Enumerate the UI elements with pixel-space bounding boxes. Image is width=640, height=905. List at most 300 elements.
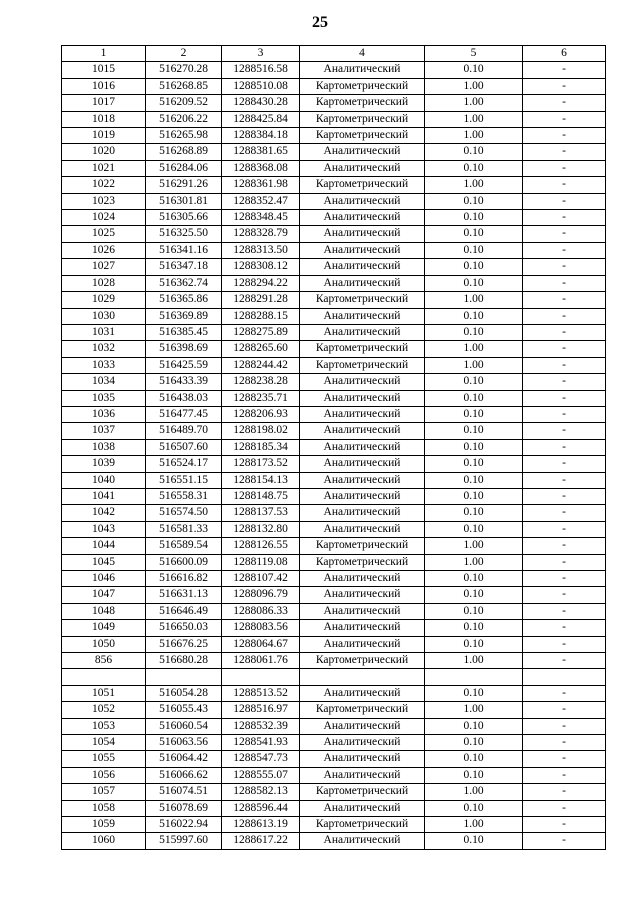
cell-point-number: 1057 xyxy=(62,784,146,800)
cell-coord-x: 516055.43 xyxy=(146,702,222,718)
table-row xyxy=(62,554,606,570)
cell-accuracy: 1.00 xyxy=(425,817,523,833)
cell-coord-x: 516425.59 xyxy=(146,357,222,373)
table-row xyxy=(62,653,606,669)
cell-accuracy: 1.00 xyxy=(425,95,523,111)
cell-coord-y: 1288148.75 xyxy=(222,488,300,504)
cell-coord-x: 516365.86 xyxy=(146,292,222,308)
cell-accuracy: 0.10 xyxy=(425,488,523,504)
cell-coord-y: 1288328.79 xyxy=(222,226,300,242)
cell-note: - xyxy=(523,242,606,258)
cell-note: - xyxy=(523,144,606,160)
cell-coord-x: 516268.89 xyxy=(146,144,222,160)
cell-note: - xyxy=(523,603,606,619)
cell-coord-x: 516206.22 xyxy=(146,111,222,127)
cell-note: - xyxy=(523,160,606,176)
table-row xyxy=(62,472,606,488)
cell-coord-x: 516369.89 xyxy=(146,308,222,324)
cell-accuracy: 0.10 xyxy=(425,242,523,258)
table-row xyxy=(62,571,606,587)
table-body xyxy=(62,62,606,849)
cell-point-number: 1048 xyxy=(62,603,146,619)
cell-accuracy: 0.10 xyxy=(425,406,523,422)
cell-coord-x: 516022.94 xyxy=(146,817,222,833)
cell-method: Аналитический xyxy=(300,374,425,390)
table-row xyxy=(62,324,606,340)
cell-coord-x: 516558.31 xyxy=(146,488,222,504)
table-row xyxy=(62,78,606,94)
cell-note: - xyxy=(523,324,606,340)
cell-point-number: 1053 xyxy=(62,718,146,734)
table-row xyxy=(62,144,606,160)
cell-coord-x: 516398.69 xyxy=(146,341,222,357)
cell-coord-y: 1288119.08 xyxy=(222,554,300,570)
table-row xyxy=(62,751,606,767)
cell-accuracy: 0.10 xyxy=(425,620,523,636)
cell-accuracy: 0.10 xyxy=(425,767,523,783)
cell-note: - xyxy=(523,800,606,816)
cell-point-number: 1049 xyxy=(62,620,146,636)
cell-accuracy: 1.00 xyxy=(425,357,523,373)
cell-method: Аналитический xyxy=(300,833,425,849)
table-row xyxy=(62,521,606,537)
cell-note: - xyxy=(523,62,606,78)
cell-coord-x: 516438.03 xyxy=(146,390,222,406)
table-row xyxy=(62,357,606,373)
cell-accuracy xyxy=(425,669,523,685)
cell-point-number: 1059 xyxy=(62,817,146,833)
cell-note: - xyxy=(523,357,606,373)
cell-point-number: 1046 xyxy=(62,571,146,587)
cell-method: Аналитический xyxy=(300,193,425,209)
cell-coord-y: 1288096.79 xyxy=(222,587,300,603)
cell-coord-y: 1288244.42 xyxy=(222,357,300,373)
cell-coord-x: 516074.51 xyxy=(146,784,222,800)
cell-note: - xyxy=(523,390,606,406)
cell-coord-x: 516060.54 xyxy=(146,718,222,734)
cell-note: - xyxy=(523,653,606,669)
header-cell-3: 3 xyxy=(222,46,300,62)
cell-point-number: 1025 xyxy=(62,226,146,242)
cell-coord-y: 1288513.52 xyxy=(222,685,300,701)
cell-accuracy: 0.10 xyxy=(425,308,523,324)
cell-note: - xyxy=(523,521,606,537)
table-row xyxy=(62,620,606,636)
cell-point-number: 1045 xyxy=(62,554,146,570)
cell-coord-y: 1288288.15 xyxy=(222,308,300,324)
cell-coord-y: 1288617.22 xyxy=(222,833,300,849)
cell-point-number: 1017 xyxy=(62,95,146,111)
table-row xyxy=(62,833,606,849)
cell-point-number: 1060 xyxy=(62,833,146,849)
cell-method: Аналитический xyxy=(300,472,425,488)
cell-coord-x: 516362.74 xyxy=(146,275,222,291)
coordinates-table xyxy=(61,45,606,850)
cell-coord-x: 516581.33 xyxy=(146,521,222,537)
cell-coord-y: 1288384.18 xyxy=(222,128,300,144)
cell-point-number xyxy=(62,669,146,685)
cell-method: Аналитический xyxy=(300,505,425,521)
table-row xyxy=(62,817,606,833)
cell-coord-x: 516268.85 xyxy=(146,78,222,94)
cell-method: Картометрический xyxy=(300,341,425,357)
cell-coord-x: 516284.06 xyxy=(146,160,222,176)
cell-accuracy: 0.10 xyxy=(425,603,523,619)
cell-method: Картометрический xyxy=(300,78,425,94)
cell-coord-x: 516551.15 xyxy=(146,472,222,488)
cell-method: Аналитический xyxy=(300,308,425,324)
cell-method: Аналитический xyxy=(300,390,425,406)
cell-accuracy: 0.10 xyxy=(425,636,523,652)
cell-coord-y: 1288352.47 xyxy=(222,193,300,209)
cell-coord-x: 516385.45 xyxy=(146,324,222,340)
cell-note: - xyxy=(523,341,606,357)
cell-point-number: 1016 xyxy=(62,78,146,94)
cell-method: Картометрический xyxy=(300,177,425,193)
table-row xyxy=(62,685,606,701)
cell-accuracy: 0.10 xyxy=(425,735,523,751)
cell-coord-y: 1288238.28 xyxy=(222,374,300,390)
cell-point-number: 1058 xyxy=(62,800,146,816)
header-cell-4: 4 xyxy=(300,46,425,62)
cell-coord-y: 1288235.71 xyxy=(222,390,300,406)
cell-method: Картометрический xyxy=(300,653,425,669)
cell-coord-y: 1288294.22 xyxy=(222,275,300,291)
cell-accuracy: 1.00 xyxy=(425,702,523,718)
cell-note xyxy=(523,669,606,685)
cell-note: - xyxy=(523,817,606,833)
cell-coord-y: 1288596.44 xyxy=(222,800,300,816)
cell-point-number: 1027 xyxy=(62,259,146,275)
cell-coord-x: 516646.49 xyxy=(146,603,222,619)
cell-note: - xyxy=(523,702,606,718)
table-row xyxy=(62,390,606,406)
cell-note: - xyxy=(523,751,606,767)
cell-point-number: 1019 xyxy=(62,128,146,144)
cell-coord-y: 1288107.42 xyxy=(222,571,300,587)
cell-method: Аналитический xyxy=(300,62,425,78)
cell-coord-y: 1288381.65 xyxy=(222,144,300,160)
cell-point-number: 1042 xyxy=(62,505,146,521)
cell-accuracy: 0.10 xyxy=(425,275,523,291)
cell-method: Картометрический xyxy=(300,702,425,718)
cell-method: Аналитический xyxy=(300,603,425,619)
cell-coord-y: 1288425.84 xyxy=(222,111,300,127)
cell-accuracy: 0.10 xyxy=(425,718,523,734)
cell-method: Аналитический xyxy=(300,226,425,242)
header-cell-6: 6 xyxy=(523,46,606,62)
cell-note: - xyxy=(523,620,606,636)
cell-coord-y: 1288510.08 xyxy=(222,78,300,94)
cell-accuracy: 0.10 xyxy=(425,521,523,537)
cell-point-number: 1018 xyxy=(62,111,146,127)
cell-method: Аналитический xyxy=(300,685,425,701)
table-row xyxy=(62,308,606,324)
cell-method: Аналитический xyxy=(300,751,425,767)
cell-note: - xyxy=(523,78,606,94)
table-row xyxy=(62,488,606,504)
cell-note: - xyxy=(523,685,606,701)
cell-note: - xyxy=(523,571,606,587)
cell-coord-y: 1288555.07 xyxy=(222,767,300,783)
table-header-row xyxy=(62,46,606,62)
cell-method: Аналитический xyxy=(300,571,425,587)
cell-method: Картометрический xyxy=(300,784,425,800)
cell-coord-y: 1288061.76 xyxy=(222,653,300,669)
cell-note: - xyxy=(523,735,606,751)
cell-note: - xyxy=(523,456,606,472)
cell-point-number: 1031 xyxy=(62,324,146,340)
table-row xyxy=(62,210,606,226)
cell-method: Аналитический xyxy=(300,587,425,603)
cell-accuracy: 0.10 xyxy=(425,62,523,78)
table-row xyxy=(62,62,606,78)
cell-note: - xyxy=(523,95,606,111)
cell-method: Аналитический xyxy=(300,735,425,751)
cell-accuracy: 1.00 xyxy=(425,653,523,669)
cell-accuracy: 1.00 xyxy=(425,78,523,94)
cell-coord-x: 516325.50 xyxy=(146,226,222,242)
cell-note: - xyxy=(523,292,606,308)
table-row xyxy=(62,95,606,111)
cell-point-number: 1054 xyxy=(62,735,146,751)
cell-point-number: 1051 xyxy=(62,685,146,701)
cell-coord-x: 516078.69 xyxy=(146,800,222,816)
cell-method: Аналитический xyxy=(300,620,425,636)
cell-point-number: 1036 xyxy=(62,406,146,422)
cell-note: - xyxy=(523,128,606,144)
cell-coord-x: 516676.25 xyxy=(146,636,222,652)
cell-point-number: 1023 xyxy=(62,193,146,209)
cell-note: - xyxy=(523,784,606,800)
cell-point-number: 1033 xyxy=(62,357,146,373)
cell-method: Картометрический xyxy=(300,95,425,111)
cell-accuracy: 0.10 xyxy=(425,160,523,176)
cell-accuracy: 0.10 xyxy=(425,685,523,701)
cell-method: Аналитический xyxy=(300,456,425,472)
cell-point-number: 1056 xyxy=(62,767,146,783)
cell-accuracy: 1.00 xyxy=(425,554,523,570)
cell-point-number: 1037 xyxy=(62,423,146,439)
table-row xyxy=(62,242,606,258)
cell-coord-y: 1288516.97 xyxy=(222,702,300,718)
cell-accuracy: 0.10 xyxy=(425,226,523,242)
cell-method: Аналитический xyxy=(300,406,425,422)
cell-coord-y: 1288291.28 xyxy=(222,292,300,308)
cell-coord-x: 516631.13 xyxy=(146,587,222,603)
cell-accuracy: 0.10 xyxy=(425,259,523,275)
cell-coord-x: 516477.45 xyxy=(146,406,222,422)
cell-accuracy: 1.00 xyxy=(425,538,523,554)
cell-note: - xyxy=(523,554,606,570)
table-row xyxy=(62,226,606,242)
cell-accuracy: 0.10 xyxy=(425,144,523,160)
cell-coord-x: 516270.28 xyxy=(146,62,222,78)
cell-coord-y: 1288198.02 xyxy=(222,423,300,439)
cell-accuracy: 1.00 xyxy=(425,111,523,127)
cell-coord-x: 516066.62 xyxy=(146,767,222,783)
cell-coord-y: 1288265.60 xyxy=(222,341,300,357)
cell-coord-x: 516291.26 xyxy=(146,177,222,193)
cell-accuracy: 1.00 xyxy=(425,784,523,800)
cell-accuracy: 1.00 xyxy=(425,177,523,193)
cell-coord-y: 1288173.52 xyxy=(222,456,300,472)
table-row xyxy=(62,177,606,193)
cell-method: Аналитический xyxy=(300,767,425,783)
cell-accuracy: 0.10 xyxy=(425,505,523,521)
cell-method: Аналитический xyxy=(300,439,425,455)
table-row xyxy=(62,423,606,439)
cell-coord-y: 1288126.55 xyxy=(222,538,300,554)
table-row xyxy=(62,505,606,521)
cell-coord-y: 1288185.34 xyxy=(222,439,300,455)
cell-note: - xyxy=(523,177,606,193)
cell-coord-x: 516301.81 xyxy=(146,193,222,209)
cell-coord-x: 516305.66 xyxy=(146,210,222,226)
table-row xyxy=(62,718,606,734)
cell-accuracy: 0.10 xyxy=(425,800,523,816)
cell-point-number: 1047 xyxy=(62,587,146,603)
cell-point-number: 1041 xyxy=(62,488,146,504)
cell-note: - xyxy=(523,833,606,849)
cell-accuracy: 0.10 xyxy=(425,587,523,603)
cell-point-number: 1052 xyxy=(62,702,146,718)
cell-coord-x: 516347.18 xyxy=(146,259,222,275)
cell-coord-y: 1288532.39 xyxy=(222,718,300,734)
cell-coord-y: 1288308.12 xyxy=(222,259,300,275)
cell-method: Аналитический xyxy=(300,275,425,291)
cell-point-number: 1026 xyxy=(62,242,146,258)
cell-coord-y: 1288613.19 xyxy=(222,817,300,833)
table-row xyxy=(62,702,606,718)
cell-method: Аналитический xyxy=(300,210,425,226)
cell-method: Аналитический xyxy=(300,488,425,504)
cell-method: Аналитический xyxy=(300,718,425,734)
cell-note: - xyxy=(523,275,606,291)
cell-accuracy: 0.10 xyxy=(425,472,523,488)
cell-note: - xyxy=(523,423,606,439)
cell-coord-y: 1288275.89 xyxy=(222,324,300,340)
cell-note: - xyxy=(523,472,606,488)
cell-method: Аналитический xyxy=(300,144,425,160)
cell-coord-x: 516063.56 xyxy=(146,735,222,751)
cell-accuracy: 0.10 xyxy=(425,751,523,767)
cell-note: - xyxy=(523,374,606,390)
cell-note: - xyxy=(523,718,606,734)
cell-point-number: 1015 xyxy=(62,62,146,78)
cell-coord-x: 516589.54 xyxy=(146,538,222,554)
cell-coord-x: 516489.70 xyxy=(146,423,222,439)
cell-method: Картометрический xyxy=(300,357,425,373)
table-row xyxy=(62,587,606,603)
table-row xyxy=(62,456,606,472)
cell-accuracy: 0.10 xyxy=(425,374,523,390)
cell-method: Аналитический xyxy=(300,521,425,537)
cell-point-number: 1044 xyxy=(62,538,146,554)
table-row xyxy=(62,128,606,144)
cell-accuracy: 1.00 xyxy=(425,292,523,308)
cell-accuracy: 0.10 xyxy=(425,456,523,472)
cell-coord-y: 1288064.67 xyxy=(222,636,300,652)
cell-coord-x: 516341.16 xyxy=(146,242,222,258)
cell-point-number: 1035 xyxy=(62,390,146,406)
cell-method: Картометрический xyxy=(300,111,425,127)
cell-note: - xyxy=(523,636,606,652)
cell-accuracy: 0.10 xyxy=(425,390,523,406)
cell-accuracy: 0.10 xyxy=(425,571,523,587)
cell-coord-x: 515997.60 xyxy=(146,833,222,849)
header-cell-2: 2 xyxy=(146,46,222,62)
cell-note: - xyxy=(523,767,606,783)
cell-coord-y: 1288582.13 xyxy=(222,784,300,800)
cell-accuracy: 1.00 xyxy=(425,341,523,357)
cell-note: - xyxy=(523,439,606,455)
table-row xyxy=(62,292,606,308)
cell-coord-y: 1288137.53 xyxy=(222,505,300,521)
cell-point-number: 1020 xyxy=(62,144,146,160)
cell-note: - xyxy=(523,226,606,242)
cell-method: Аналитический xyxy=(300,636,425,652)
cell-note: - xyxy=(523,259,606,275)
cell-coord-y: 1288086.33 xyxy=(222,603,300,619)
cell-method: Картометрический xyxy=(300,554,425,570)
cell-note: - xyxy=(523,505,606,521)
cell-point-number: 1038 xyxy=(62,439,146,455)
cell-point-number: 1021 xyxy=(62,160,146,176)
table-row xyxy=(62,341,606,357)
cell-method: Аналитический xyxy=(300,423,425,439)
cell-method xyxy=(300,669,425,685)
cell-coord-y: 1288154.13 xyxy=(222,472,300,488)
header-cell-1: 1 xyxy=(62,46,146,62)
cell-point-number: 856 xyxy=(62,653,146,669)
cell-point-number: 1030 xyxy=(62,308,146,324)
cell-coord-x: 516433.39 xyxy=(146,374,222,390)
cell-accuracy: 0.10 xyxy=(425,833,523,849)
cell-coord-x: 516650.03 xyxy=(146,620,222,636)
cell-coord-x: 516574.50 xyxy=(146,505,222,521)
table-row xyxy=(62,259,606,275)
cell-coord-y: 1288547.73 xyxy=(222,751,300,767)
table-row xyxy=(62,636,606,652)
cell-point-number: 1043 xyxy=(62,521,146,537)
table-row xyxy=(62,439,606,455)
page-number: 25 xyxy=(312,14,328,31)
cell-accuracy: 0.10 xyxy=(425,210,523,226)
cell-coord-x: 516064.42 xyxy=(146,751,222,767)
cell-point-number: 1029 xyxy=(62,292,146,308)
cell-coord-y: 1288348.45 xyxy=(222,210,300,226)
cell-coord-x: 516616.82 xyxy=(146,571,222,587)
cell-coord-x: 516524.17 xyxy=(146,456,222,472)
cell-accuracy: 0.10 xyxy=(425,193,523,209)
cell-method: Картометрический xyxy=(300,292,425,308)
cell-coord-y: 1288083.56 xyxy=(222,620,300,636)
cell-point-number: 1050 xyxy=(62,636,146,652)
cell-coord-y: 1288361.98 xyxy=(222,177,300,193)
header-cell-5: 5 xyxy=(425,46,523,62)
table-row xyxy=(62,538,606,554)
cell-method: Аналитический xyxy=(300,800,425,816)
cell-coord-x: 516600.09 xyxy=(146,554,222,570)
cell-coord-y: 1288430.28 xyxy=(222,95,300,111)
cell-coord-x: 516265.98 xyxy=(146,128,222,144)
cell-coord-x: 516209.52 xyxy=(146,95,222,111)
cell-point-number: 1028 xyxy=(62,275,146,291)
cell-point-number: 1024 xyxy=(62,210,146,226)
table-row xyxy=(62,784,606,800)
cell-accuracy: 0.10 xyxy=(425,324,523,340)
